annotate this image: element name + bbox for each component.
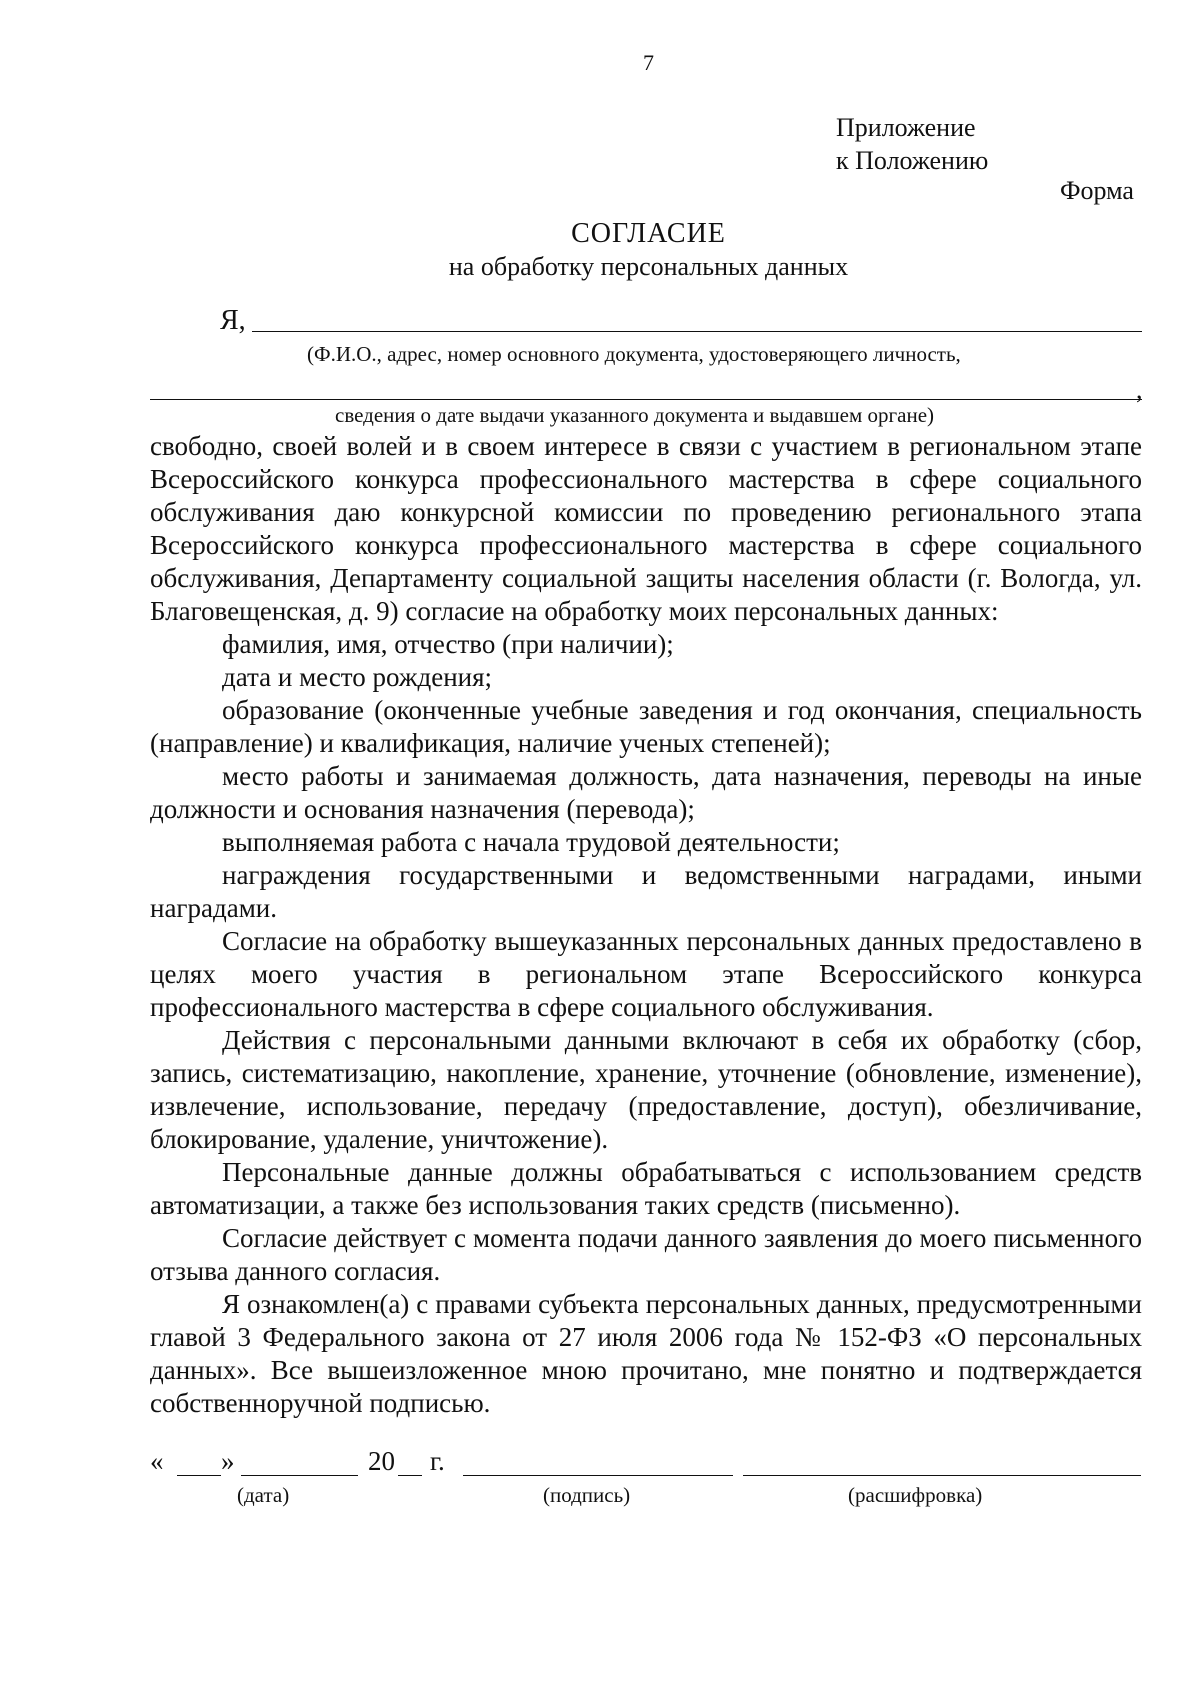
declarant-name-field[interactable] — [252, 331, 1142, 332]
appendix-line-2: к Положению — [836, 146, 989, 175]
signature-hint: (подпись) — [543, 1483, 631, 1507]
consent-paragraph: Согласие на обработку вышеуказанных персональных данных предоставлено в целях моего участия в региональном этапе Всероссийского конкурса профессионального мастерства в сфере социального обслуживания. — [150, 926, 1142, 1022]
signature-decode-field[interactable] — [743, 1475, 1141, 1476]
data-item: выполняемая работа с начала трудовой деятельности; — [222, 827, 840, 857]
signature-row — [150, 1446, 1142, 1486]
consent-paragraph: Я ознакомлен(а) с правами субъекта персональных данных, предусмотренными главой 3 Федерального закона от 27 июля 2006 года № 152-ФЗ «О персональных данных». Все вышеизложенное мною прочитано, мне понятно и подтверждается собственноручной подписью. — [150, 1289, 1142, 1418]
appendix-header — [836, 111, 988, 177]
consent-paragraph: Персональные данные должны обрабатываться с использованием средств автоматизации, а также без использования таких средств (письменно). — [150, 1157, 1142, 1220]
year-prefix: 20 — [368, 1446, 395, 1476]
signature-field[interactable] — [463, 1475, 733, 1476]
declarant-line-end: , — [1136, 375, 1143, 404]
consent-paragraph: Действия с персональными данными включают в себя их обработку (сбор, запись, систематизацию, накопление, хранение, уточнение (обновление, изменение), извлечение, использование, передачу (предоставление, доступ), обезличивание, блокирование, удаление, уничтожение). — [150, 1025, 1142, 1154]
consent-body — [150, 430, 1142, 1420]
form-label: Форма — [1060, 176, 1134, 205]
data-item: дата и место рождения; — [222, 662, 493, 692]
close-quote: » — [221, 1446, 235, 1476]
day-field[interactable] — [177, 1475, 221, 1476]
data-item: фамилия, имя, отчество (при наличии); — [222, 629, 674, 659]
page-number: 7 — [643, 50, 654, 75]
decode-hint: (расшифровка) — [848, 1483, 983, 1507]
open-quote: « — [150, 1446, 164, 1476]
data-item: награждения государственными и ведомственными наградами, иными наградами. — [150, 860, 1142, 923]
data-item: место работы и занимаемая должность, дата назначения, переводы на иные должности и основания назначения (перевода); — [150, 761, 1142, 824]
month-field[interactable] — [241, 1475, 358, 1476]
declarant-hint-line-2: сведения о дате выдачи указанного документа и выдавшем органе) — [335, 403, 935, 427]
date-hint: (дата) — [237, 1483, 290, 1507]
document-title: СОГЛАСИЕ — [571, 218, 726, 249]
consent-paragraph: Согласие действует с момента подачи данного заявления до моего письменного отзыва данного согласия. — [150, 1223, 1142, 1286]
appendix-line-1: Приложение — [836, 113, 976, 142]
year-field[interactable] — [398, 1475, 422, 1476]
year-suffix: г. — [430, 1446, 445, 1476]
document-subtitle: на обработку персональных данных — [448, 252, 849, 281]
declarant-prefix: Я, — [220, 305, 246, 336]
consent-intro: свободно, своей волей и в своем интересе в связи с участием в региональном этапе Всероссийского конкурса профессионального мастерства в сфере социального обслуживания даю конкурсной комиссии по проведению регионального этапа Всероссийского конкурса профессионального мастерства в сфере социального обслуживания, Департаменту социальной защиты населения области (г. Вологда, ул. Благовещенская, д. 9) согласие на обработку моих персональных данных: — [150, 431, 1142, 626]
data-item: образование (оконченные учебные заведения и год окончания, специальность (направление) и квалификация, наличие ученых степеней); — [150, 695, 1142, 758]
declarant-hint-line-1: (Ф.И.О., адрес, номер основного документа, удостоверяющего личность, — [307, 342, 961, 366]
declarant-document-field[interactable] — [150, 399, 1142, 400]
